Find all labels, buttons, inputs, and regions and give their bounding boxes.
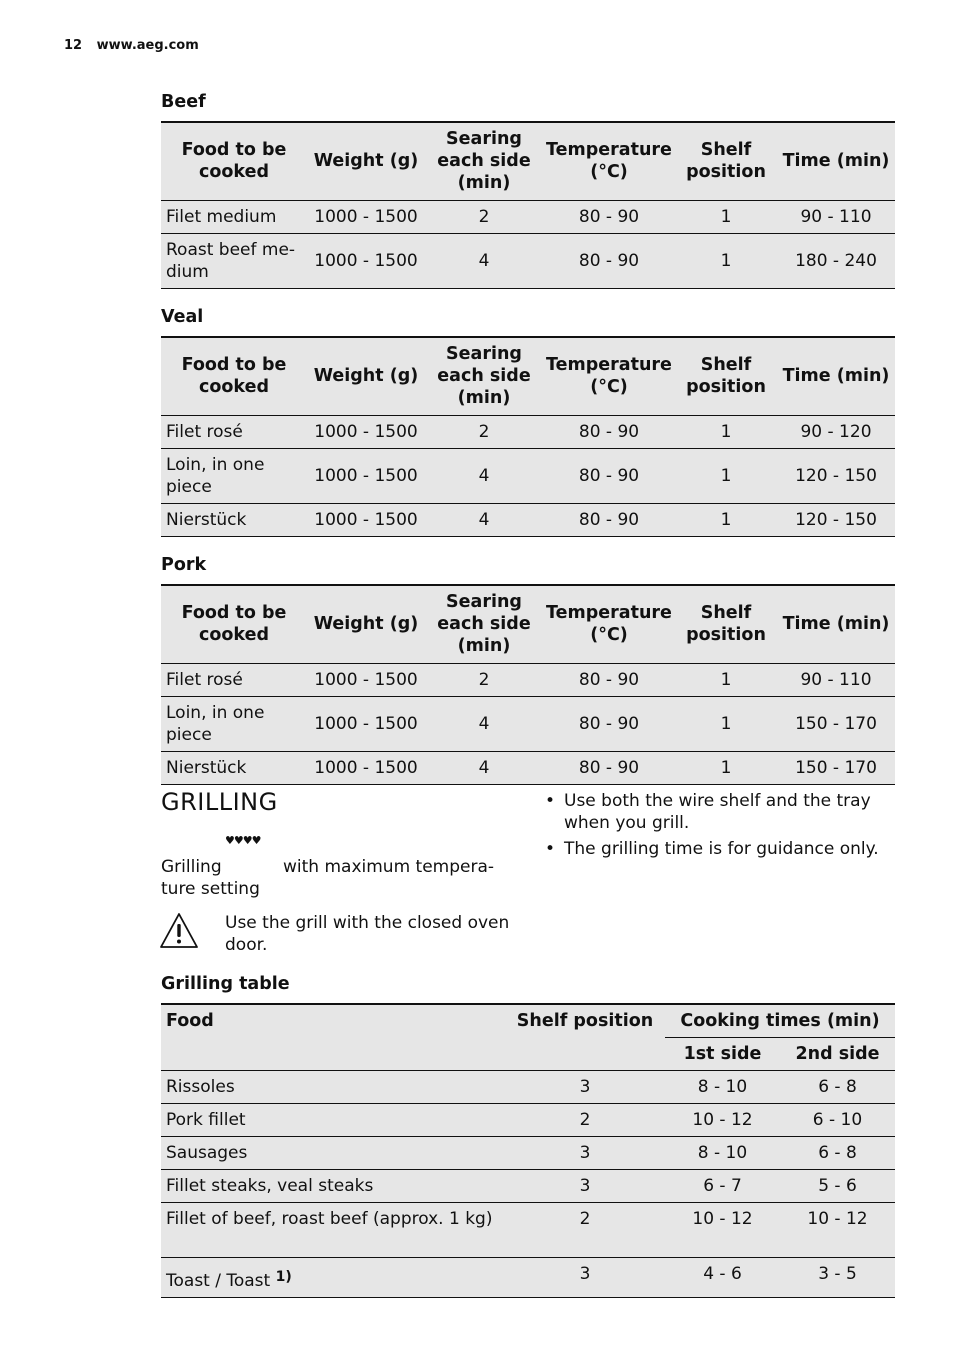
bullet-icon: •: [545, 791, 556, 811]
cell-searing: 4: [425, 751, 543, 784]
grilling-label: Grilling: [161, 857, 222, 877]
cell-food: Loin, in one piece: [161, 696, 307, 751]
cell-shelf: 1: [675, 663, 777, 696]
cell-time: 90 - 110: [777, 663, 895, 696]
cell-shelf: 3: [505, 1070, 665, 1103]
cell-second-side: 10 - 12: [780, 1202, 895, 1257]
beef-title: Beef: [161, 92, 206, 112]
cell-weight: 1000 - 1500: [307, 200, 425, 233]
cell-searing: 2: [425, 663, 543, 696]
cell-weight: 1000 - 1500: [307, 751, 425, 784]
tip-text: Use both the wire shelf and the tray when you grill.: [564, 791, 871, 833]
beef-table: [161, 121, 895, 289]
table-header-row: [161, 337, 895, 415]
col-weight: Weight (g): [307, 337, 425, 415]
cell-shelf: 2: [505, 1202, 665, 1257]
cell-food: Nierstück: [161, 503, 307, 536]
table-row: [161, 233, 895, 288]
cell-weight: 1000 - 1500: [307, 233, 425, 288]
cell-second-side: 6 - 8: [780, 1070, 895, 1103]
grilling-title: GRILLING: [161, 788, 278, 816]
col-time: Time (min): [777, 122, 895, 200]
col-searing: Searing each side (min): [425, 585, 543, 663]
cell-weight: 1000 - 1500: [307, 415, 425, 448]
cell-weight: 1000 - 1500: [307, 448, 425, 503]
col-cooking-times: Cooking times (min): [665, 1004, 895, 1037]
table-header-row: [161, 1004, 895, 1037]
col-searing: Searing each side (min): [425, 122, 543, 200]
cell-first-side: 6 - 7: [665, 1169, 780, 1202]
table-row: [161, 415, 895, 448]
cell-second-side: 6 - 10: [780, 1103, 895, 1136]
col-first-side: 1st side: [665, 1037, 780, 1070]
footnote-mark: 1): [275, 1268, 292, 1285]
col-shelf: Shelf position: [675, 585, 777, 663]
cell-temperature: 80 - 90: [543, 233, 675, 288]
col-time: Time (min): [777, 337, 895, 415]
cell-shelf: 2: [505, 1103, 665, 1136]
grill-heat-icon: ♥♥♥♥: [225, 834, 261, 847]
tip-text: The grilling time is for guidance only.: [564, 839, 879, 859]
table-header-row: [161, 122, 895, 200]
cell-food: Rissoles: [161, 1070, 505, 1103]
table-row: [161, 448, 895, 503]
cell-shelf: 1: [675, 448, 777, 503]
cell-temperature: 80 - 90: [543, 448, 675, 503]
grilling-description: [161, 856, 501, 900]
table-row: [161, 1202, 895, 1257]
cell-first-side: 8 - 10: [665, 1136, 780, 1169]
table-row: [161, 696, 895, 751]
cell-searing: 2: [425, 415, 543, 448]
cell-shelf: 3: [505, 1257, 665, 1297]
grilling-table: [161, 1003, 895, 1298]
grilling-desc-text-1: with maximum tempera-: [283, 857, 495, 877]
grilling-desc-text-2: ture setting: [161, 879, 260, 899]
col-time: Time (min): [777, 585, 895, 663]
cell-temperature: 80 - 90: [543, 415, 675, 448]
cell-time: 120 - 150: [777, 448, 895, 503]
cell-second-side: 5 - 6: [780, 1169, 895, 1202]
cell-searing: 4: [425, 448, 543, 503]
cell-temperature: 80 - 90: [543, 503, 675, 536]
table-row: [161, 1070, 895, 1103]
veal-table: [161, 336, 895, 537]
site-url: www.aeg.com: [96, 38, 199, 53]
cell-time: 150 - 170: [777, 751, 895, 784]
cell-food: Pork fillet: [161, 1103, 505, 1136]
cell-food: Filet rosé: [161, 663, 307, 696]
col-weight: Weight (g): [307, 122, 425, 200]
col-second-side: 2nd side: [780, 1037, 895, 1070]
cell-shelf: 1: [675, 233, 777, 288]
cell-searing: 2: [425, 200, 543, 233]
food-name: Toast / Toast: [166, 1270, 271, 1291]
col-shelf: Shelf position: [505, 1004, 665, 1070]
cell-food: Fillet of beef, roast beef (approx. 1 kg): [161, 1202, 505, 1257]
cell-food: Fillet steaks, veal steaks: [161, 1169, 505, 1202]
cell-food: Nierstück: [161, 751, 307, 784]
warning-icon: [159, 912, 199, 950]
col-weight: Weight (g): [307, 585, 425, 663]
cell-time: 120 - 150: [777, 503, 895, 536]
cell-shelf: 3: [505, 1169, 665, 1202]
bullet-icon: •: [545, 839, 556, 859]
cell-food: Sausages: [161, 1136, 505, 1169]
cell-shelf: 1: [675, 696, 777, 751]
cell-second-side: 3 - 5: [780, 1257, 895, 1297]
cell-shelf: 1: [675, 751, 777, 784]
col-shelf: Shelf position: [675, 122, 777, 200]
cell-first-side: 10 - 12: [665, 1202, 780, 1257]
cell-temperature: 80 - 90: [543, 200, 675, 233]
table-row: [161, 751, 895, 784]
col-food: Food to be cooked: [161, 122, 307, 200]
cell-food: Roast beef me-dium: [161, 233, 307, 288]
cell-searing: 4: [425, 233, 543, 288]
col-food: Food: [161, 1004, 505, 1070]
cell-time: 90 - 110: [777, 200, 895, 233]
table-row: [161, 1103, 895, 1136]
cell-shelf: 1: [675, 415, 777, 448]
cell-time: 150 - 170: [777, 696, 895, 751]
cell-first-side: 4 - 6: [665, 1257, 780, 1297]
table-row: [161, 200, 895, 233]
col-temperature: Temperature (°C): [543, 585, 675, 663]
cell-shelf: 3: [505, 1136, 665, 1169]
cell-first-side: 10 - 12: [665, 1103, 780, 1136]
table-row: [161, 1169, 895, 1202]
cell-temperature: 80 - 90: [543, 696, 675, 751]
page-header: [64, 38, 199, 53]
cell-time: 180 - 240: [777, 233, 895, 288]
page-number: 12: [64, 38, 83, 53]
table-header-row: [161, 585, 895, 663]
col-searing: Searing each side (min): [425, 337, 543, 415]
veal-title: Veal: [161, 307, 204, 327]
grilling-tips-list: [543, 790, 895, 864]
table-row: [161, 1136, 895, 1169]
list-item: [543, 838, 895, 860]
cell-food: Loin, in one piece: [161, 448, 307, 503]
cell-first-side: 8 - 10: [665, 1070, 780, 1103]
cell-searing: 4: [425, 503, 543, 536]
cell-temperature: 80 - 90: [543, 663, 675, 696]
cell-food: [161, 1257, 505, 1297]
cell-food: Filet medium: [161, 200, 307, 233]
table-row: [161, 663, 895, 696]
cell-weight: 1000 - 1500: [307, 696, 425, 751]
cell-shelf: 1: [675, 200, 777, 233]
cell-weight: 1000 - 1500: [307, 503, 425, 536]
cell-temperature: 80 - 90: [543, 751, 675, 784]
col-temperature: Temperature (°C): [543, 337, 675, 415]
col-food: Food to be cooked: [161, 585, 307, 663]
warning-text: Use the grill with the closed oven door.: [225, 913, 510, 955]
list-item: [543, 790, 895, 834]
cell-time: 90 - 120: [777, 415, 895, 448]
cell-second-side: 6 - 8: [780, 1136, 895, 1169]
col-food: Food to be cooked: [161, 337, 307, 415]
pork-title: Pork: [161, 555, 207, 575]
table-row: [161, 1257, 895, 1297]
col-temperature: Temperature (°C): [543, 122, 675, 200]
pork-table: [161, 584, 895, 785]
table-row: [161, 503, 895, 536]
grilling-table-title: Grilling table: [161, 974, 290, 994]
cell-weight: 1000 - 1500: [307, 663, 425, 696]
cell-searing: 4: [425, 696, 543, 751]
cell-food: Filet rosé: [161, 415, 307, 448]
col-shelf: Shelf position: [675, 337, 777, 415]
cell-shelf: 1: [675, 503, 777, 536]
